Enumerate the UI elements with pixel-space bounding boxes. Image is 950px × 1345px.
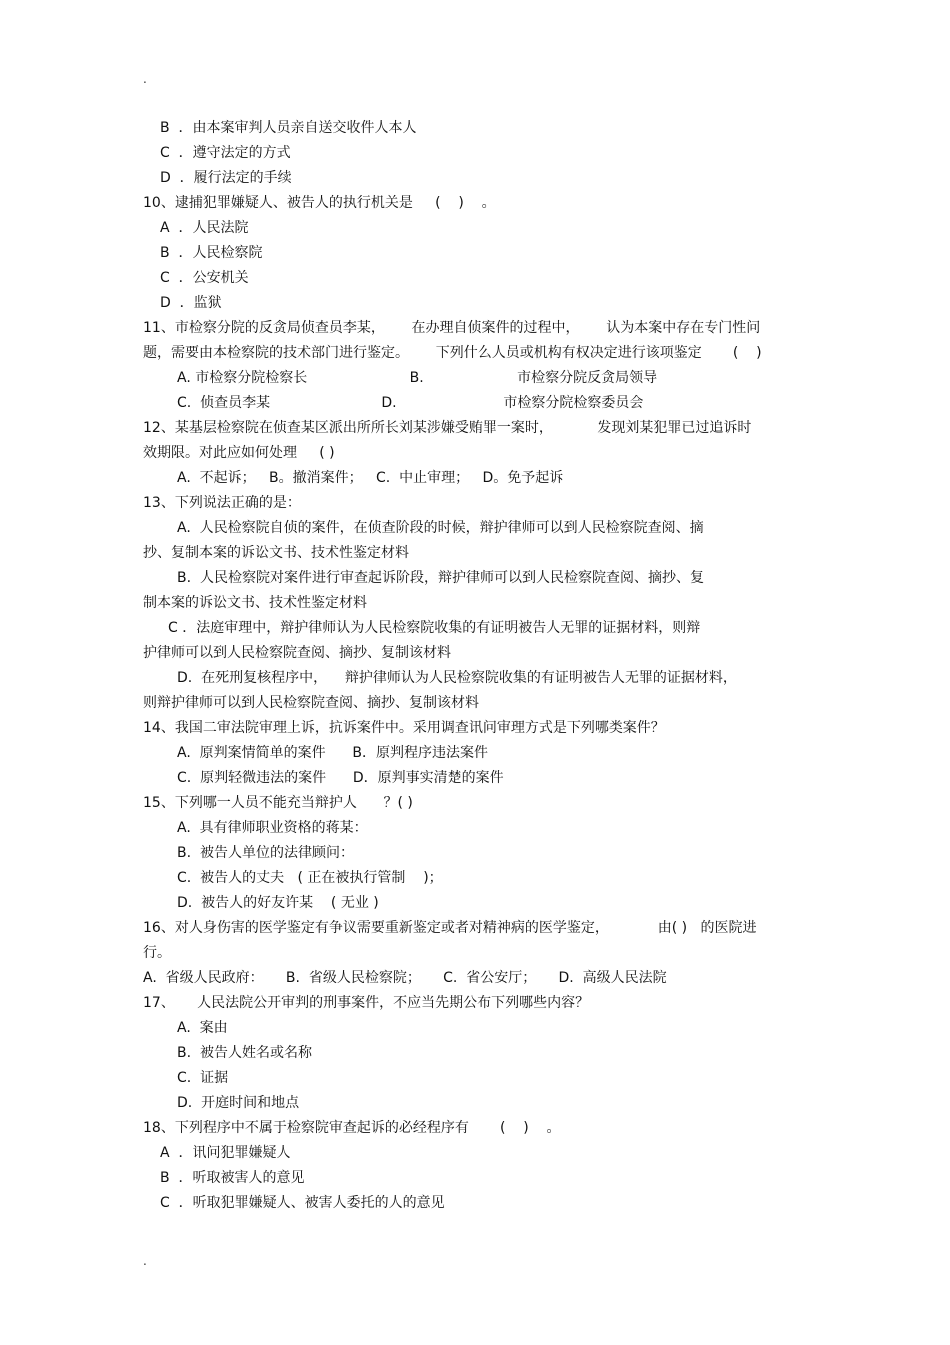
text-line: C. 被告人的丈夫 ( 正在被执行管制 )；	[177, 870, 443, 886]
text-line: B. 人民检察院对案件进行审查起诉阶段，辩护律师可以到人民检察院查阅、摘抄、复	[177, 570, 704, 586]
text-line: B ．由本案审判人员亲自送交收件人本人	[160, 120, 417, 136]
text-line: C. 原判轻微违法的案件 D．原判事实清楚的案件	[177, 770, 504, 786]
footer-mark: .	[143, 1254, 147, 1268]
text-line: C ．公安机关	[160, 270, 249, 286]
text-line: C ．法庭审理中，辩护律师认为人民检察院收集的有证明被告人无罪的证据材料，则辩	[168, 620, 701, 636]
text-line: 11、市检察分院的反贪局侦查员李某， 在办理自侦案件的过程中， 认为本案中存在专门性问	[143, 320, 761, 336]
text-line: 题，需要由本检察院的技术部门进行鉴定。 下列什么人员或机构有权决定进行该项鉴定 ( )	[143, 345, 762, 361]
text-line: 14、我国二审法院审理上诉，抗诉案件中。采用调查讯问审理方式是下列哪类案件？	[143, 720, 665, 736]
text-line: 则辩护律师可以到人民检察院查阅、摘抄、复制该材料	[143, 695, 479, 711]
text-line: D. 开庭时间和地点	[177, 1095, 300, 1111]
text-line: 12、某基层检察院在侦查某区派出所所长刘某涉嫌受贿罪一案时， 发现刘某犯罪已过追诉时	[143, 420, 752, 436]
text-line: A. 市检察分院检察长 B. 市检察分院反贪局领导	[177, 370, 658, 386]
text-line: 15、下列哪一人员不能充当辩护人 ？( )	[143, 795, 413, 811]
text-line: A. 人民检察院自侦的案件，在侦查阶段的时候，辩护律师可以到人民检察院查阅、摘	[177, 520, 704, 536]
text-line: D ．履行法定的手续	[160, 170, 292, 186]
text-line: D ．监狱	[160, 295, 222, 311]
text-line: B. 被告人单位的法律顾问：	[177, 845, 354, 861]
text-line: A. 案由	[177, 1020, 228, 1036]
text-line: A ．讯问犯罪嫌疑人	[160, 1145, 291, 1161]
text-line: D. 在死刑复核程序中， 辩护律师认为人民检察院收集的有证明被告人无罪的证据材料，	[177, 670, 737, 686]
text-line: 18、下列程序中不属于检察院审查起诉的必经程序有 ( ) 。	[143, 1120, 561, 1136]
text-line: B ．听取被害人的意见	[160, 1170, 305, 1186]
text-line: D. 被告人的好友许某 ( 无业 )	[177, 895, 379, 911]
text-line: A. 具有律师职业资格的蒋某：	[177, 820, 368, 836]
text-line: C. 证据	[177, 1070, 229, 1086]
text-line: 13、下列说法正确的是：	[143, 495, 301, 511]
text-line: C ．遵守法定的方式	[160, 145, 291, 161]
text-line: 10、逮捕犯罪嫌疑人、被告人的执行机关是 ( ) 。	[143, 195, 496, 211]
text-line: C. 侦查员李某 D. 市检察分院检察委员会	[177, 395, 644, 411]
text-line: A. 原判案情简单的案件 B．原判程序违法案件	[177, 745, 488, 761]
text-line: 制本案的诉讼文书、技术性鉴定材料	[143, 595, 367, 611]
text-line: A. 省级人民政府： B. 省级人民检察院； C. 省公安厅； D. 高级人民法院	[143, 970, 667, 986]
text-line: 17、 人民法院公开审判的刑事案件，不应当先期公布下列哪些内容？	[143, 995, 590, 1011]
text-line: B ．人民检察院	[160, 245, 263, 261]
text-line: A ．人民法院	[160, 220, 249, 236]
header-mark: .	[143, 72, 147, 86]
text-line: C ．听取犯罪嫌疑人、被害人委托的人的意见	[160, 1195, 445, 1211]
text-line: A. 不起诉； B。撤消案件； C. 中止审理； D。免予起诉	[177, 470, 564, 486]
text-line: 16、对人身伤害的医学鉴定有争议需要重新鉴定或者对精神病的医学鉴定， 由( ) 的医院进	[143, 920, 757, 936]
text-line: 护律师可以到人民检察院查阅、摘抄、复制该材料	[143, 645, 451, 661]
text-line: 行。	[143, 945, 171, 961]
text-line: 效期限。对此应如何处理 ( )	[143, 445, 335, 461]
text-line: B. 被告人姓名或名称	[177, 1045, 312, 1061]
text-line: 抄、复制本案的诉讼文书、技术性鉴定材料	[143, 545, 409, 561]
